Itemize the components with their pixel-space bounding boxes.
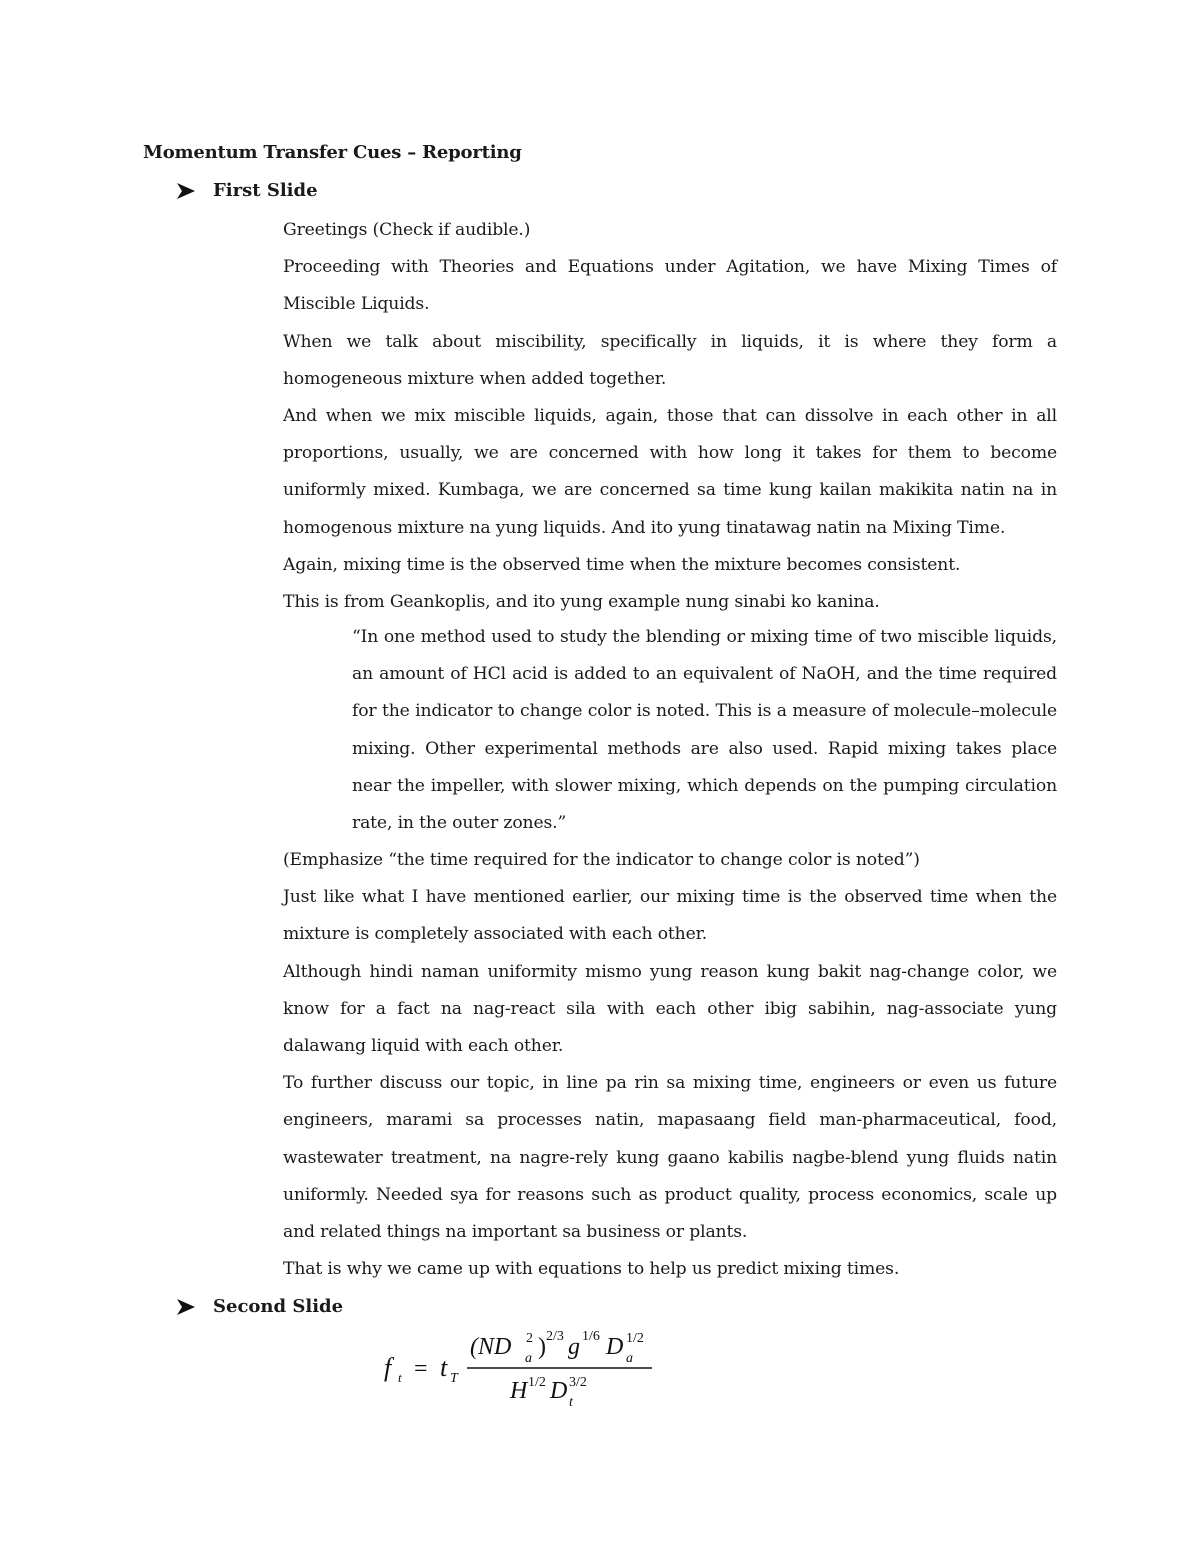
first-slide-body-continued bbox=[283, 842, 1057, 1288]
eq-num-open: (ND bbox=[470, 1334, 512, 1360]
paragraph: Just like what I have mentioned earlier, our mixing time is the observed time when the mixture is completely associated with each other. bbox=[283, 887, 1057, 945]
first-slide-heading: First Slide bbox=[213, 180, 318, 201]
paragraph: To further discuss our topic, in line pa rin sa mixing time, engineers or even us future engineers, marami sa processes natin, mapasaang field man-pharmaceutical, food, wastewater treatment, na nagre-rely kung gaano kabilis nagbe-blend yung fluids natin uniformly. Needed sya for reasons such as product quality, process economics, scale up and related things na important sa business or plants. bbox=[283, 1073, 1057, 1243]
paragraph: And when we mix miscible liquids, again, those that can dissolve in each other in all proportions, usually, we are concerned with how long it takes for them to become uniformly mixed. Kumbaga, we are concerned sa time kung kailan makikita natin na in homogenous mixture na yung liquids. And ito yung tinatawag natin na Mixing Time. bbox=[283, 406, 1057, 538]
paragraph: Proceeding with Theories and Equations under Agitation, we have Mixing Times of Miscible Liquids. bbox=[283, 257, 1057, 315]
eq-den-sup2: 3/2 bbox=[569, 1375, 587, 1390]
second-slide-heading: Second Slide bbox=[213, 1296, 344, 1317]
section-second-slide bbox=[176, 1296, 343, 1317]
document-title: Momentum Transfer Cues – Reporting bbox=[143, 142, 522, 163]
eq-den-sup1: 1/2 bbox=[528, 1375, 546, 1390]
eq-num-sup4: 1/2 bbox=[626, 1331, 644, 1346]
eq-factor-sub: T bbox=[450, 1371, 458, 1386]
eq-den-h: H bbox=[510, 1378, 528, 1404]
eq-num-sup1: 2 bbox=[526, 1331, 533, 1346]
eq-num-sub1: a bbox=[525, 1351, 532, 1366]
eq-den-sub2: t bbox=[569, 1395, 573, 1410]
eq-equals: = bbox=[414, 1356, 428, 1382]
eq-num-sup3: 1/6 bbox=[582, 1329, 600, 1344]
eq-den-d: D bbox=[550, 1378, 568, 1404]
paragraph: Again, mixing time is the observed time when the mixture becomes consistent. bbox=[283, 554, 961, 575]
eq-factor: t bbox=[440, 1353, 448, 1382]
paragraph: When we talk about miscibility, specifically in liquids, it is where they form a homogeneous mixture when added together. bbox=[283, 331, 1057, 389]
quote-text: “In one method used to study the blending or mixing time of two miscible liquids, an amount of HCl acid is added to an equivalent of NaOH, and the time required for the indicator to change color is noted. This is a measure of molecule–molecule mixing. Other experimental methods are also used. Rapid mixing takes place near the impeller, with slower mixing, which depends on the pumping circulation rate, in the outer zones.” bbox=[352, 627, 1057, 834]
eq-num-sup2: 2/3 bbox=[546, 1329, 564, 1344]
section-first-slide bbox=[176, 180, 318, 201]
eq-lhs: f bbox=[384, 1353, 392, 1382]
first-slide-body bbox=[283, 212, 1057, 621]
arrowhead-bullet-icon bbox=[176, 182, 196, 200]
paragraph: (Emphasize “the time required for the indicator to change color is noted”) bbox=[283, 850, 920, 870]
eq-num-g: g bbox=[568, 1334, 580, 1360]
paragraph: Although hindi naman uniformity mismo yung reason kung bakit nag-change color, we know for a fact na nag-react sila with each other ibig sabihin, nag-associate yung dalawang liquid with each other. bbox=[283, 961, 1057, 1057]
paragraph: This is from Geankoplis, and ito yung example nung sinabi ko kanina. bbox=[283, 592, 880, 613]
paragraph: That is why we came up with equations to help us predict mixing times. bbox=[283, 1259, 900, 1280]
mixing-time-equation bbox=[370, 1316, 680, 1412]
eq-num-close: ) bbox=[538, 1334, 546, 1360]
eq-num-sub4: a bbox=[626, 1351, 633, 1366]
eq-lhs-sub: t bbox=[398, 1370, 402, 1385]
eq-num-d: D bbox=[606, 1334, 624, 1360]
arrowhead-bullet-icon bbox=[176, 1298, 196, 1316]
paragraph: Greetings (Check if audible.) bbox=[283, 220, 531, 240]
geankoplis-quote bbox=[352, 619, 1057, 842]
